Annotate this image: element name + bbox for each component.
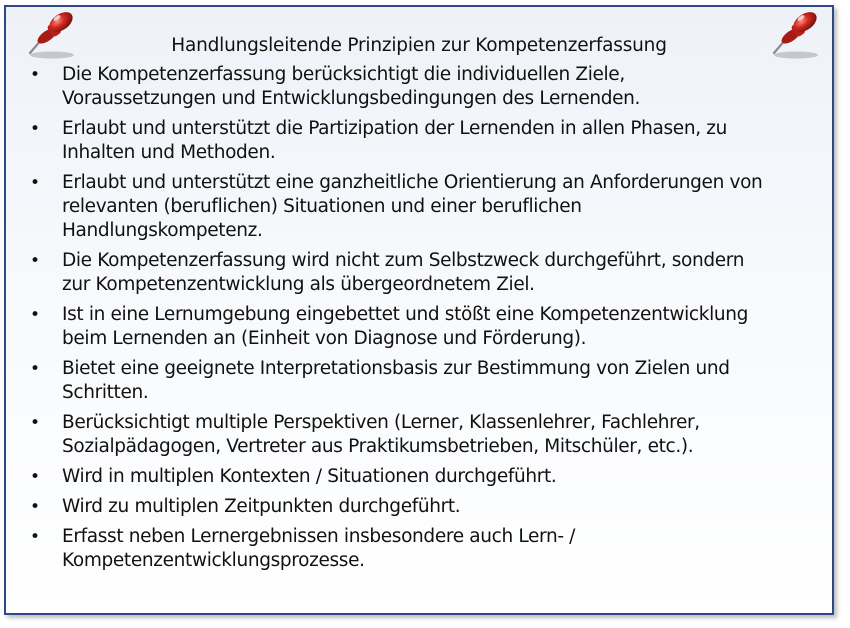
bullet-icon: • [30,305,40,325]
bullet-icon: • [30,173,40,193]
slide-frame [4,5,834,615]
list-item-line: Wird in multiplen Kontexten / Situationen durchgeführt. [62,466,557,487]
bullet-icon: • [30,251,40,271]
list-item [28,171,828,243]
list-item-line: Sozialpädagogen, Vertreter aus Praktikumsbetrieben, Mitschüler, etc.). [62,436,694,457]
list-item [28,411,828,459]
list-item [28,249,828,297]
list-item [28,525,828,573]
list-item-line: Die Kompetenzerfassung berücksichtigt die individuellen Ziele, [62,64,625,85]
list-item-line: Voraussetzungen und Entwicklungsbedingungen des Lernenden. [62,88,641,109]
list-item-line: Inhalten und Methoden. [62,142,276,163]
slide-title: Handlungsleitende Prinzipien zur Kompetenzerfassung [171,35,667,56]
list-item-line: zur Kompetenzentwicklung als übergeordnetem Ziel. [62,274,535,295]
list-item [28,465,828,489]
bullet-icon: • [30,119,40,139]
list-item-line: Schritten. [62,382,149,403]
list-item-line: Erfasst neben Lernergebnissen insbesondere auch Lern- / [62,526,576,547]
principles-list [28,63,828,579]
list-item [28,117,828,165]
list-item-line: Berücksichtigt multiple Perspektiven (Lerner, Klassenlehrer, Fachlehrer, [62,412,700,433]
list-item-line: beim Lernenden an (Einheit von Diagnose und Förderung). [62,328,587,349]
list-item [28,495,828,519]
list-item [28,63,828,111]
list-item-line: Erlaubt und unterstützt die Partizipation der Lernenden in allen Phasen, zu [62,118,727,139]
bullet-icon: • [30,497,40,517]
list-item-line: Erlaubt und unterstützt eine ganzheitliche Orientierung an Anforderungen von [62,172,763,193]
list-item-line: Ist in eine Lernumgebung eingebettet und stößt eine Kompetenzentwicklung [62,304,749,325]
list-item-line: Wird zu multiplen Zeitpunkten durchgeführt. [62,496,461,517]
list-item-line: Handlungskompetenz. [62,220,263,241]
bullet-icon: • [30,359,40,379]
list-item-line: Bietet eine geeignete Interpretationsbasis zur Bestimmung von Zielen und [62,358,730,379]
list-item [28,357,828,405]
list-item-line: Die Kompetenzerfassung wird nicht zum Selbstzweck durchgeführt, sondern [62,250,745,271]
bullet-icon: • [30,413,40,433]
list-item-line: relevanten (beruflichen) Situationen und einer beruflichen [62,196,582,217]
list-item [28,303,828,351]
list-item-line: Kompetenzentwicklungsprozesse. [62,550,365,571]
bullet-icon: • [30,65,40,85]
bullet-icon: • [30,527,40,547]
bullet-icon: • [30,467,40,487]
